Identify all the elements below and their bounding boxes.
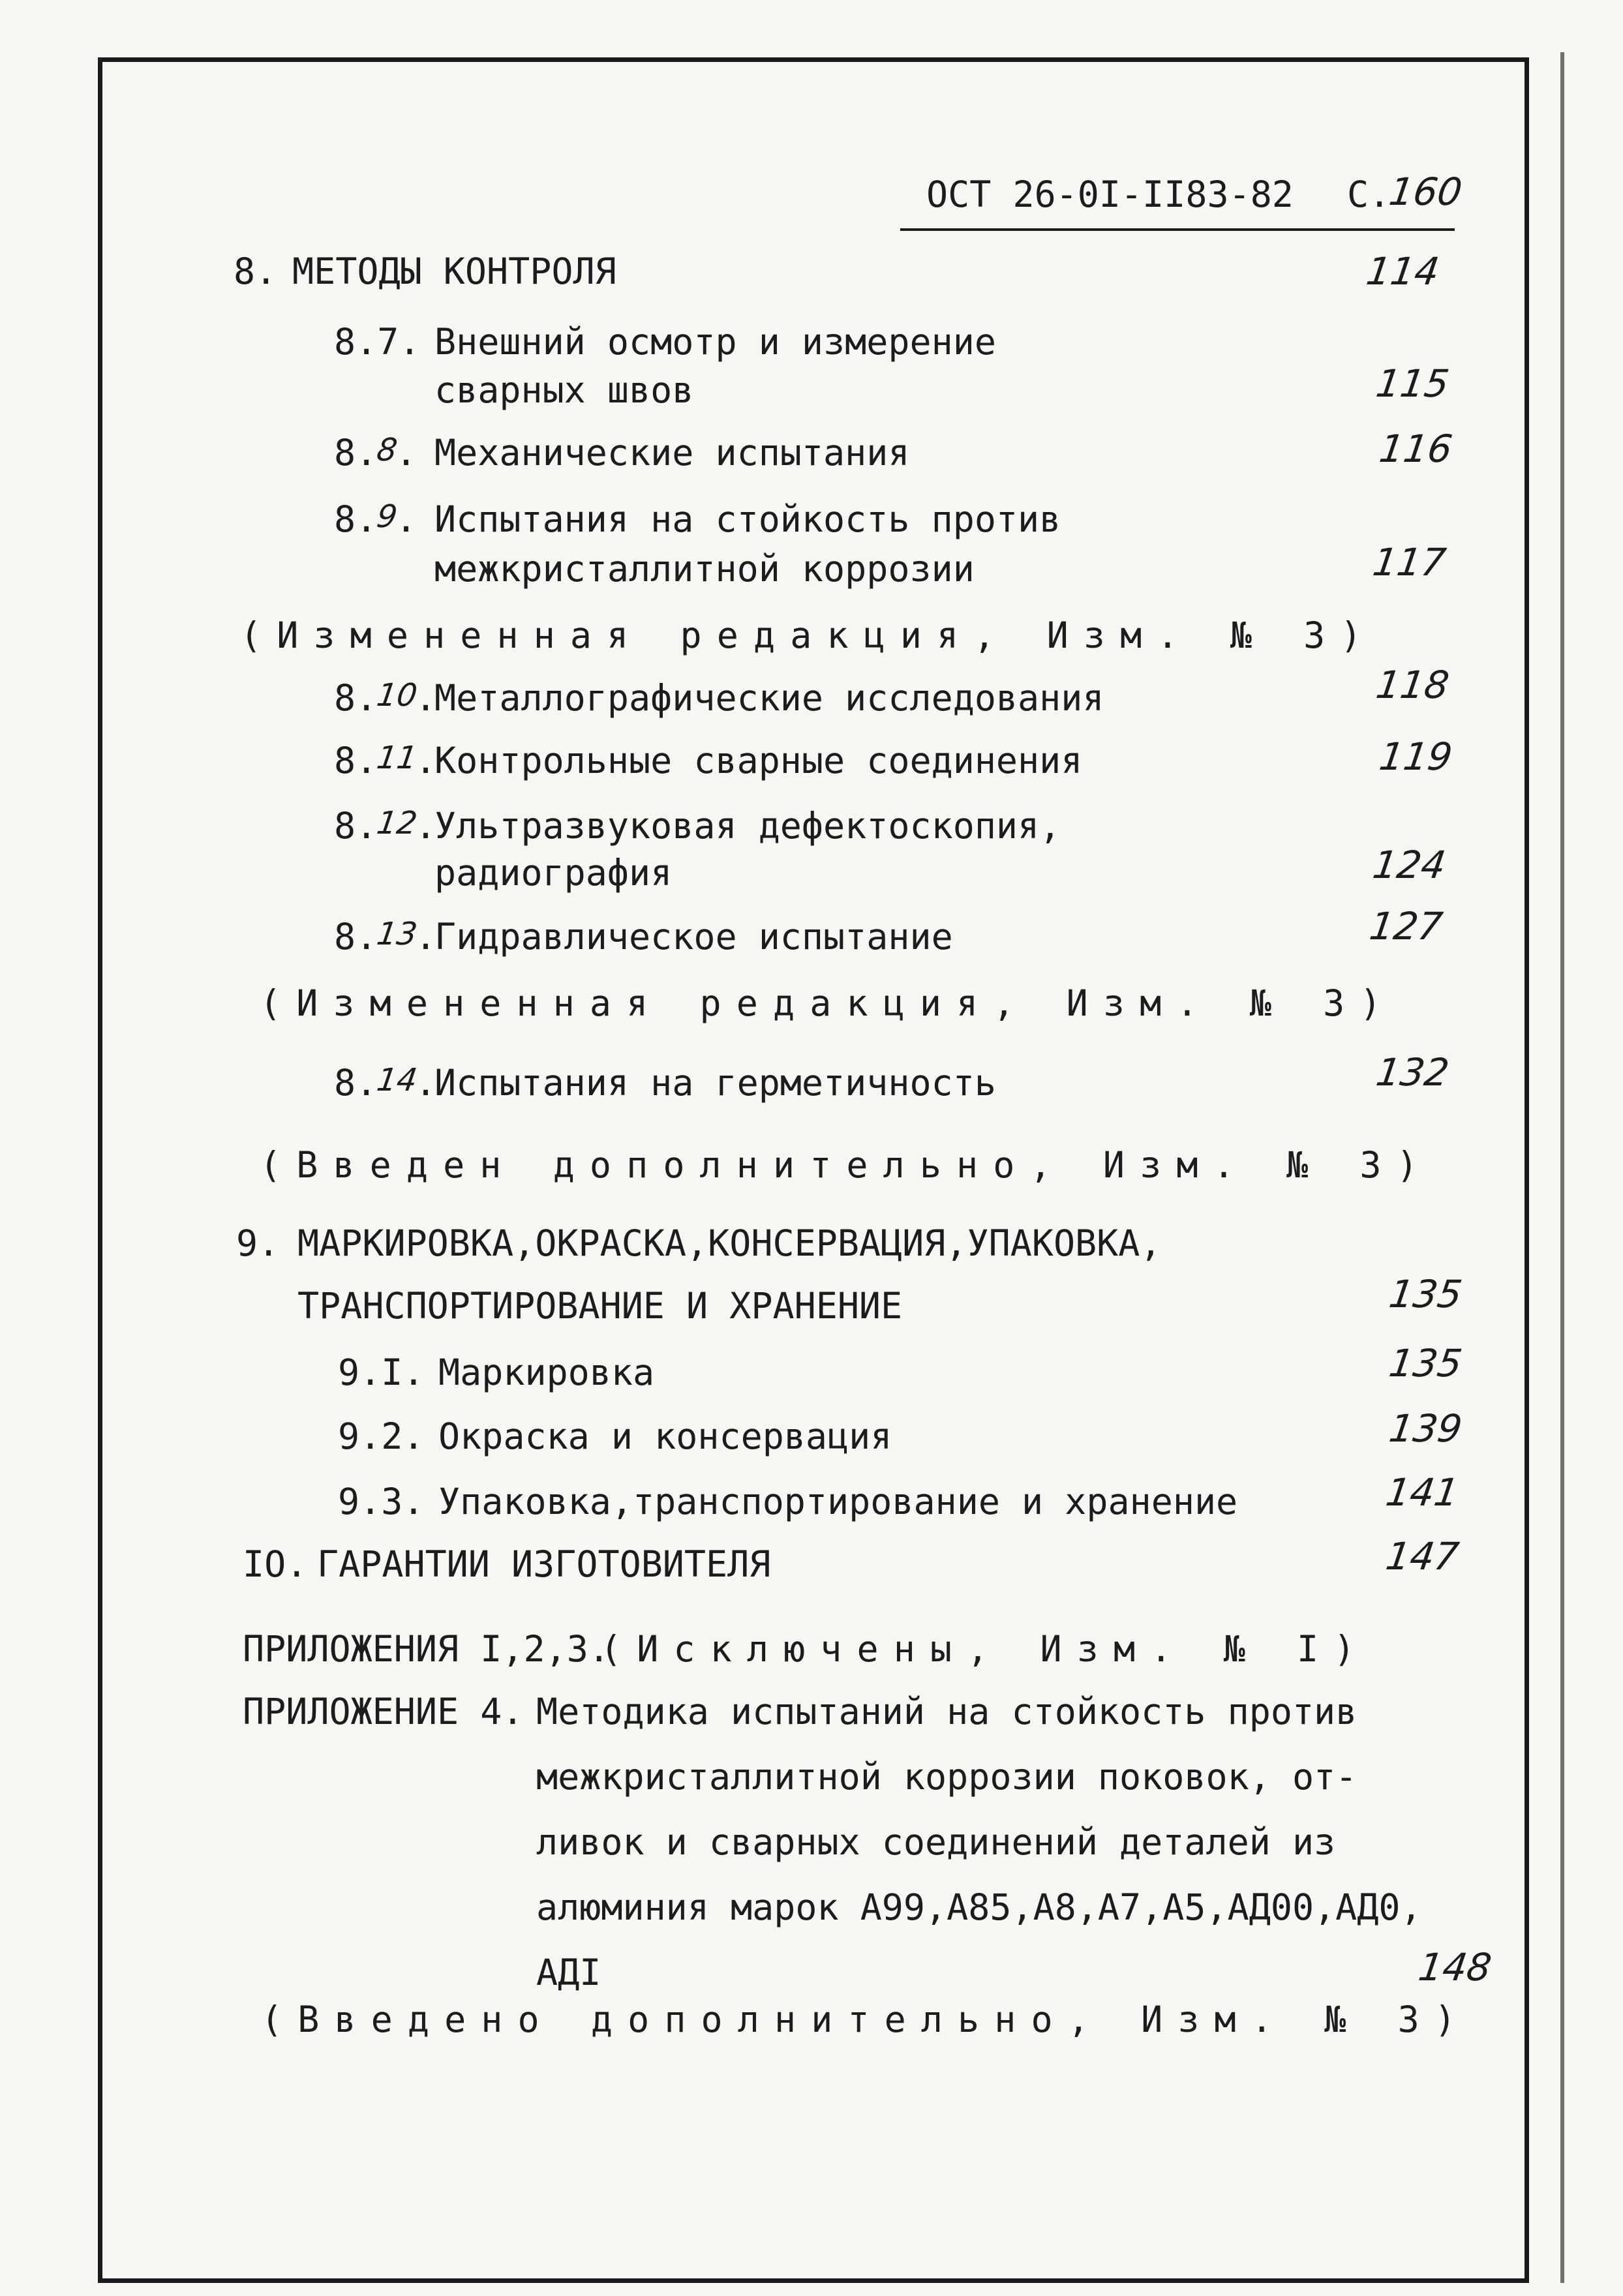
header-rule	[900, 228, 1455, 231]
toc-9-3-page: 141	[1383, 1470, 1462, 1515]
toc-8-7-title-cont: сварных швов	[434, 369, 694, 411]
document-code: ОСТ 26-0I-II83-82	[926, 174, 1294, 215]
toc-8-14-prefix: 8.	[334, 1062, 378, 1104]
revision-note: (Измененная редакция, Изм. № 3)	[260, 982, 1397, 1024]
toc-8-13-prefix: 8.	[334, 916, 378, 958]
appendix-4-title-line: АДI	[536, 1952, 601, 1993]
toc-9-title-cont: ТРАНСПОРТИРОВАНИЕ И ХРАНЕНИЕ	[297, 1285, 903, 1327]
toc-8-9-title: Испытания на стойкость против	[434, 498, 1061, 540]
toc-8-7-number: 8.7.	[334, 321, 421, 363]
appendix-4-title-line: межкристаллитной коррозии поковок, от-	[536, 1756, 1358, 1798]
toc-8-9-handwritten-number: 9	[374, 498, 400, 535]
toc-8-8-page: 116	[1376, 427, 1455, 471]
toc-8-title: МЕТОДЫ КОНТРОЛЯ	[292, 250, 616, 292]
toc-8-12-title: Ультразвуковая дефектоскопия,	[434, 805, 1061, 847]
toc-8-10-prefix: 8.	[334, 677, 378, 719]
appendix-4-title-line: алюминия марок А99,А85,А8,А7,А5,АД00,АД0,	[536, 1886, 1422, 1928]
toc-9-2-title: Окраска и консервация	[438, 1415, 892, 1457]
toc-9-1-page: 135	[1386, 1341, 1465, 1385]
toc-9-2-number: 9.2.	[338, 1415, 425, 1457]
toc-8-13-suffix: .	[415, 916, 437, 958]
page-prefix: С.	[1347, 174, 1391, 215]
addition-note: (Введено дополнительно, Изм. № 3)	[261, 1999, 1472, 2040]
toc-8-11-title: Контрольные сварные соединения	[434, 740, 1083, 781]
toc-9-3-number: 9.3.	[338, 1481, 425, 1522]
toc-8-10-title: Металлографические исследования	[434, 677, 1104, 719]
toc-8-9-title-cont: межкристаллитной коррозии	[434, 548, 975, 590]
toc-8-14-handwritten-number: 14	[374, 1062, 420, 1098]
toc-8-12-page: 124	[1370, 843, 1449, 887]
toc-8-10-page: 118	[1373, 663, 1452, 707]
toc-8-14-page: 132	[1373, 1050, 1452, 1095]
toc-8-12-prefix: 8.	[334, 805, 378, 847]
toc-8-12-handwritten-number: 12	[374, 805, 420, 841]
toc-8-7-page: 115	[1373, 361, 1452, 406]
toc-8-12-title-cont: радиография	[434, 852, 673, 894]
revision-note: (Измененная редакция, Изм. № 3)	[240, 614, 1377, 656]
appendix-4-title-line: ливок и сварных соединений деталей из	[536, 1821, 1336, 1863]
toc-8-13-handwritten-number: 13	[374, 916, 420, 952]
toc-8-10-suffix: .	[415, 677, 437, 719]
toc-9-page: 135	[1386, 1272, 1465, 1316]
appendix-4-label: ПРИЛОЖЕНИЕ 4.	[243, 1691, 524, 1732]
toc-8-9-prefix: 8.	[334, 498, 378, 540]
toc-8-11-prefix: 8.	[334, 740, 378, 781]
scan-edge-line	[1560, 52, 1564, 2283]
toc-8-11-suffix: .	[415, 740, 437, 781]
toc-8-12-suffix: .	[415, 805, 437, 847]
toc-8-7-title: Внешний осмотр и измерение	[434, 321, 996, 363]
addition-note: (Введен дополнительно, Изм. № 3)	[260, 1144, 1433, 1186]
toc-9-number: 9.	[236, 1222, 280, 1264]
toc-8-8-prefix: 8.	[334, 432, 378, 474]
toc-9-1-number: 9.I.	[338, 1352, 425, 1393]
toc-9-1-title: Маркировка	[438, 1352, 655, 1393]
toc-9-title: МАРКИРОВКА,ОКРАСКА,КОНСЕРВАЦИЯ,УПАКОВКА,	[297, 1222, 1162, 1264]
toc-8-8-handwritten-number: 8	[374, 432, 400, 468]
toc-10-number: IO.	[243, 1543, 308, 1585]
toc-8-number: 8.	[234, 250, 277, 292]
toc-8-page: 114	[1363, 249, 1442, 294]
toc-10-title: ГАРАНТИИ ИЗГОТОВИТЕЛЯ	[317, 1543, 771, 1585]
toc-9-2-page: 139	[1386, 1406, 1465, 1451]
appendices-1-2-3-note: (Исключены, Изм. № I)	[600, 1628, 1371, 1670]
toc-8-9-suffix: .	[395, 498, 417, 540]
toc-8-8-suffix: .	[395, 432, 417, 474]
toc-8-8-title: Механические испытания	[434, 432, 910, 474]
toc-8-11-handwritten-number: 11	[374, 740, 420, 776]
toc-8-13-page: 127	[1367, 904, 1446, 948]
toc-9-3-title: Упаковка,транспортирование и хранение	[438, 1481, 1238, 1522]
toc-8-10-handwritten-number: 10	[374, 677, 420, 714]
toc-8-13-title: Гидравлическое испытание	[434, 916, 953, 958]
toc-10-page: 147	[1383, 1534, 1462, 1578]
toc-8-9-page: 117	[1370, 540, 1449, 584]
page-number: 160	[1386, 170, 1465, 214]
appendices-1-2-3-label: ПРИЛОЖЕНИЯ I,2,3.	[243, 1628, 610, 1670]
toc-8-14-suffix: .	[415, 1062, 437, 1104]
appendix-4-title-line: Методика испытаний на стойкость против	[536, 1691, 1358, 1732]
toc-8-11-page: 119	[1376, 734, 1455, 779]
appendix-4-page: 148	[1416, 1945, 1494, 1989]
toc-8-14-title: Испытания на герметичность	[434, 1062, 996, 1104]
